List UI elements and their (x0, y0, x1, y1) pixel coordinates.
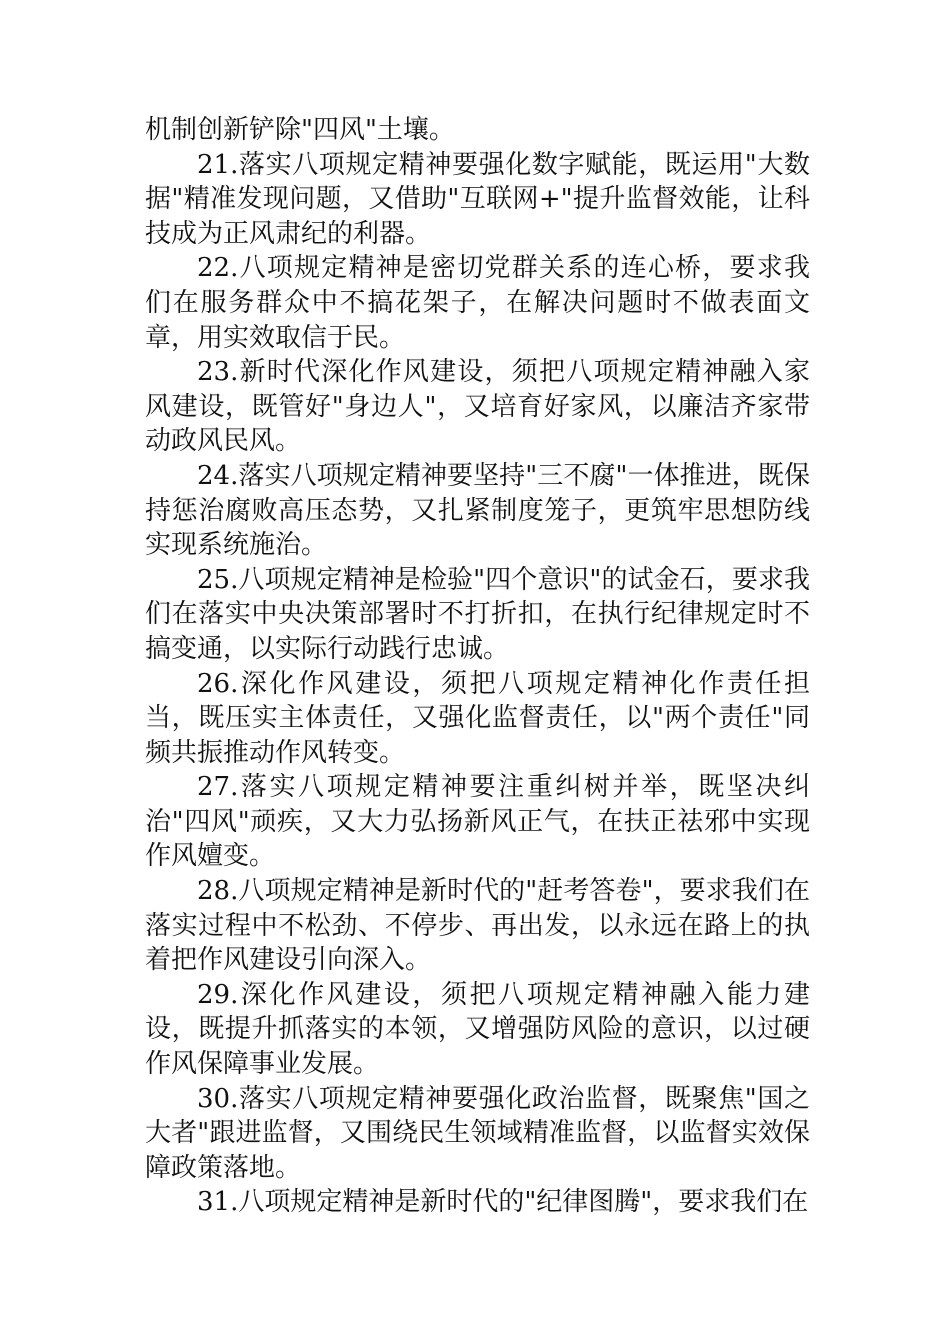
paragraph-25: 25.八项规定精神是检验"四个意识"的试金石，要求我们在落实中央决策部署时不打折扣，在执行纪律规定时不搞变通，以实际行动践行忠诚。 (145, 564, 810, 664)
paragraph-22: 22.八项规定精神是密切党群关系的连心桥，要求我们在服务群众中不搞花架子，在解决问题时不做表面文章，用实效取信于民。 (145, 253, 810, 353)
paragraph-24: 24.落实八项规定精神要坚持"三不腐"一体推进，既保持惩治腐败高压态势，又扎紧制度笼子，更筑牢思想防线实现系统施治。 (145, 460, 810, 561)
paragraph-21: 21.落实八项规定精神要强化数字赋能，既运用"大数据"精准发现问题，又借助"互联网+"提升监督效能，让科技成为正风肃纪的利器。 (145, 149, 810, 249)
document-body (145, 113, 810, 1220)
paragraph-28: 28.八项规定精神是新时代的"赶考答卷"，要求我们在落实过程中不松劲、不停步、再出发，以永远在路上的执着把作风建设引向深入。 (145, 876, 810, 976)
paragraph-29: 29.深化作风建设，须把八项规定精神融入能力建设，既提升抓落实的本领，又增强防风险的意识，以过硬作风保障事业发展。 (145, 979, 810, 1080)
paragraph-continuation: 机制创新铲除"四风"土壤。 (145, 115, 455, 145)
paragraph-30: 30.落实八项规定精神要强化政治监督，既聚焦"国之大者"跟进监督，又围绕民生领域精准监督，以监督实效保障政策落地。 (145, 1083, 810, 1183)
paragraph-26: 26.深化作风建设，须把八项规定精神化作责任担当，既压实主体责任，又强化监督责任，以"两个责任"同频共振推动作风转变。 (145, 668, 810, 768)
paragraph-31: 31.八项规定精神是新时代的"纪律图腾"，要求我们在 (197, 1187, 809, 1218)
paragraph-23: 23.新时代深化作风建设，须把八项规定精神融入家风建设，既管好"身边人"，又培育好家风，以廉洁齐家带动政风民风。 (145, 357, 810, 457)
paragraph-27: 27.落实八项规定精神要注重纠树并举，既坚决纠治"四风"顽疾，又大力弘扬新风正气，在扶正祛邪中实现作风嬗变。 (145, 772, 810, 872)
